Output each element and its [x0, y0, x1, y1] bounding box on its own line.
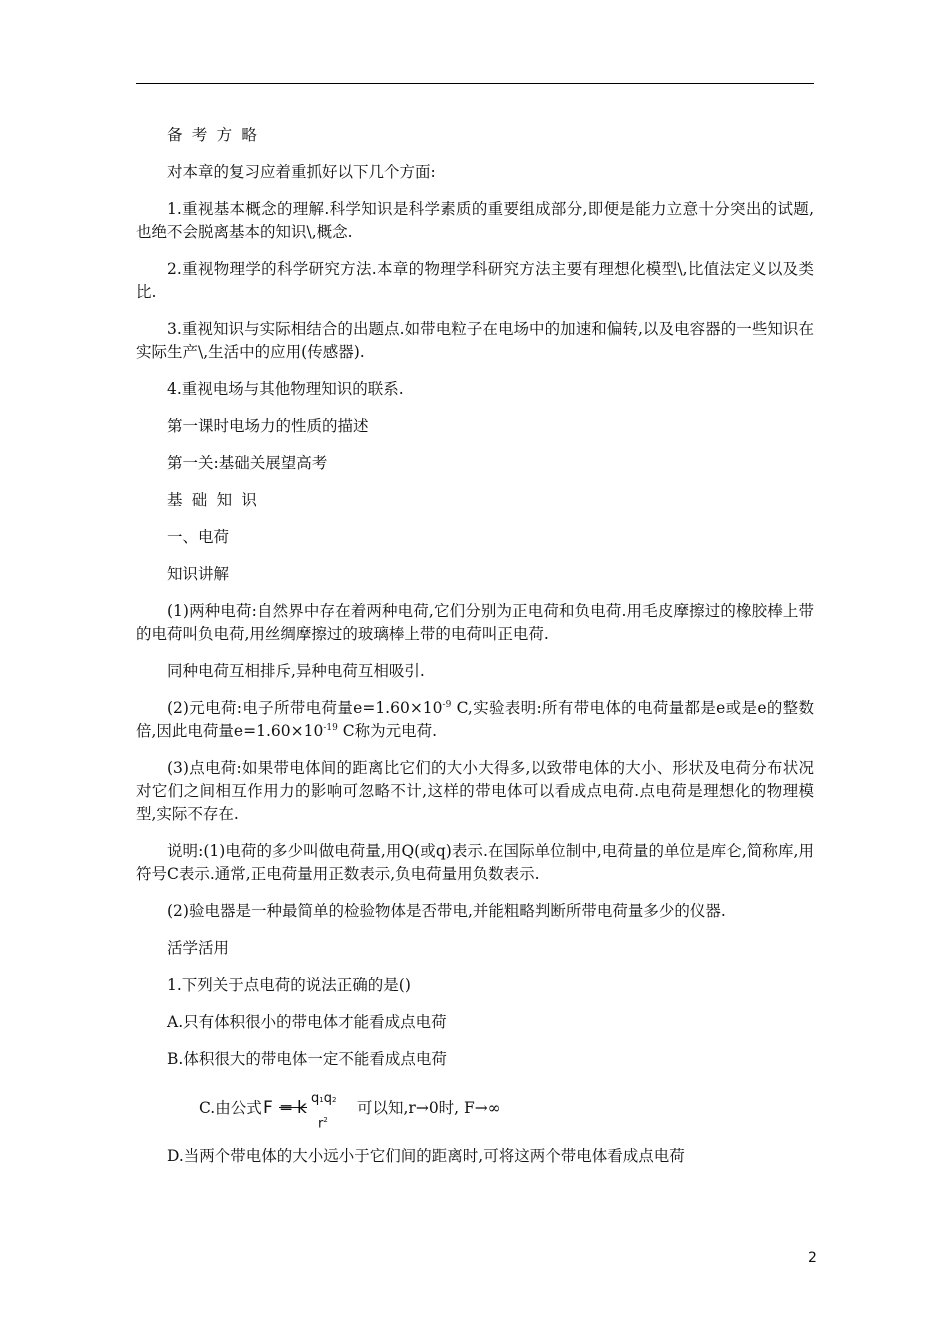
den-r: r [318, 1116, 324, 1132]
point-2: 2.重视物理学的科学研究方法.本章的物理学科研究方法主要有理想化模型\,比值法定义以及类比. [136, 260, 814, 301]
question-1: 1.下列关于点电荷的说法正确的是() [167, 976, 411, 994]
option-b: B.体积很大的带电体一定不能看成点电荷 [167, 1050, 447, 1068]
lesson-title: 第一课时电场力的性质的描述 [167, 417, 369, 435]
den-sup: 2 [323, 1116, 328, 1124]
point-3: 3.重视知识与实际相结合的出题点.如带电粒子在电场中的加速和偏转,以及电容器的一些知识在实际生产\,生活中的应用(传感器). [136, 320, 814, 361]
fraction-bar [279, 1107, 307, 1108]
exponent-2: -19 [323, 722, 338, 733]
practice-title: 活学活用 [167, 939, 230, 957]
formula-denominator [287, 1109, 328, 1135]
num-q1: q [311, 1091, 320, 1106]
elementary-text-c: C称为元电荷. [337, 722, 438, 740]
num-q2: q [323, 1091, 332, 1106]
two-charges-paragraph: (1)两种电荷:自然界中存在着两种电荷,它们分别为正电荷和负电荷.用毛皮摩擦过的橡胶棒上带的电荷叫负电荷,用丝绸摩擦过的玻璃棒上带的电荷叫正电荷. [136, 602, 814, 643]
note-2-paragraph: (2)验电器是一种最简单的检验物体是否带电,并能粗略判断所带电荷量多少的仪器. [167, 902, 726, 920]
formula-k: k [297, 1098, 307, 1118]
basic-knowledge-title: 基础知识 [167, 491, 267, 509]
exponent-1: -9 [442, 699, 452, 710]
option-c [136, 1085, 814, 1133]
header-rule [136, 83, 814, 84]
topic-title: 一、电荷 [167, 528, 230, 546]
point-4: 4.重视电场与其他物理知识的联系. [167, 380, 404, 398]
intro-paragraph: 对本章的复习应着重抓好以下几个方面: [167, 163, 436, 181]
elementary-text-b: C,实验表明:所有带电体的电荷量都是e或是e的整数倍,因此电荷量e=1.60×10 [136, 699, 815, 740]
charge-rule-paragraph: 同种电荷互相排斥,异种电荷互相吸引. [167, 662, 425, 680]
page-number: 2 [808, 1250, 817, 1266]
option-d: D.当两个带电体的大小远小于它们间的距离时,可将这两个带电体看成点电荷 [167, 1147, 685, 1165]
formula-equals: = [279, 1098, 294, 1118]
elementary-text-a: (2)元电荷:电子所带电荷量e=1.60×10 [167, 699, 443, 717]
num-sub2: 2 [332, 1096, 337, 1104]
elementary-charge-paragraph [136, 697, 814, 743]
option-c-rest: 可以知,r→0时, F→∞ [357, 1099, 501, 1117]
point-charge-paragraph: (3)点电荷:如果带电体间的距离比它们的大小大得多,以致带电体的大小、形状及电荷分布状况对它们之间相互作用力的影响可忽略不计,这样的带电体可以看成点电荷.点电荷是理想化的物理模型,实际不存在. [136, 759, 814, 823]
option-c-label: C.由公式 [199, 1099, 262, 1117]
coulomb-formula [232, 1085, 337, 1133]
explain-title: 知识讲解 [167, 565, 230, 583]
section-title: 备考方略 [167, 126, 267, 144]
point-1: 1.重视基本概念的理解.科学知识是科学素质的重要组成部分,即便是能力立意十分突出的试题,也绝不会脱离基本的知识\,概念. [136, 200, 814, 241]
page-body [136, 124, 814, 1182]
option-a: A.只有体积很小的带电体才能看成点电荷 [167, 1013, 447, 1031]
num-sub1: 1 [319, 1096, 324, 1104]
formula-F: F [263, 1098, 273, 1118]
level-title: 第一关:基础关展望高考 [167, 454, 328, 472]
note-1-paragraph: 说明:(1)电荷的多少叫做电荷量,用Q(或q)表示.在国际单位制中,电荷量的单位是库仑,简称库,用符号C表示.通常,正电荷量用正数表示,负电荷量用负数表示. [136, 842, 814, 883]
